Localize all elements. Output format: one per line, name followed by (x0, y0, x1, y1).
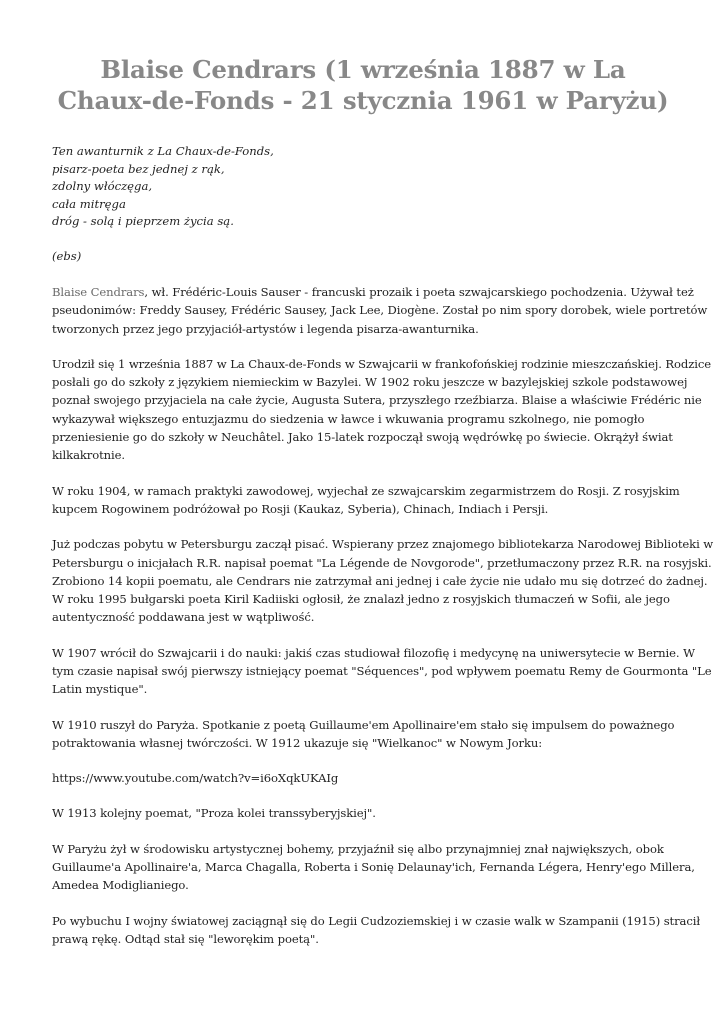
paragraph-line: Urodził się 1 września 1887 w La Chaux-de-Fonds w Szwajcarii w frankofońskiej rodzinie mieszczańskiej. Rodzice (52, 356, 711, 371)
intro-line-1-text: , wł. Frédéric-Louis Sauser - francuski prozaik i poeta szwajcarskiego pochodzenia. Używał też (144, 284, 694, 299)
paragraph-line: tworzonych przez jego przyjaciół-artystów i legenda pisarza-awanturnika. (52, 321, 479, 336)
title-line-1: Blaise Cendrars (1 września 1887 w La (100, 55, 626, 84)
page-title (52, 54, 674, 116)
paragraph-line: Zrobiono 14 kopii poematu, ale Cendrars nie zatrzymał ani jednej i całe życie nie udało mu się dotrzeć do żadnej. (52, 573, 708, 588)
paragraph-line: potraktowania własnej twórczości. W 1912 ukazuje się "Wielkanoc" w Nowym Jorku: (52, 735, 543, 750)
paragraph-line: Petersburgu o inicjałach R.R. napisał poemat "La Légende de Novgorode", przetłumaczony przez R.R. na rosyjski. (52, 555, 712, 570)
paragraph-1913 (52, 804, 674, 822)
epigraph-poem (52, 143, 674, 231)
author-name-link[interactable]: Blaise Cendrars (52, 284, 145, 299)
paragraph-line: Latin mystique". (52, 682, 148, 697)
poem-line: dróg - solą i pieprzem życia są. (52, 214, 234, 229)
paragraph-line: W 1910 ruszył do Paryża. Spotkanie z poetą Guillaume'em Apollinaire'em stało się impulsem do poważnego (52, 717, 675, 732)
paragraph-bern (52, 644, 712, 699)
paragraph-bohemia (52, 840, 695, 895)
paragraph-birth (52, 355, 711, 465)
paragraph-line: W roku 1904, w ramach praktyki zawodowej, wyjechał ze szwajcarskim zegarmistrzem do Rosji. Z rosyjskim (52, 483, 680, 498)
paragraph-petersburg (52, 535, 714, 626)
paragraph-war (52, 912, 701, 949)
paragraph-line: Guillaume'a Apollinaire'a, Marca Chagalla, Roberta i Sonię Delaunay'ich, Fernanda Légera, Henry'ego Millera, (52, 860, 695, 875)
paragraph-line: W roku 1995 bułgarski poeta Kiril Kadiiski ogłosił, że znalazł jedno z rosyjskich tłumaczeń w Sofii, ale jego (52, 592, 670, 607)
paragraph-line: tym czasie napisał swój pierwszy istniejący poemat "Séquences", pod wpływem poematu Remy de Gourmonta "Le (52, 664, 712, 678)
paragraph-youtube-url (52, 769, 674, 787)
paragraph-line: autentyczność poddawana jest w wątpliwość. (52, 610, 315, 625)
paragraph-paris (52, 716, 674, 753)
poem-line: cała mitręga (52, 196, 126, 211)
paragraph-line: przeniesienie go do szkoły w Neuchâtel. Jako 15-latek rozpoczął swoją wędrówkę po świecie. Okrążył świat (52, 430, 673, 445)
paragraph-line: Już podczas pobytu w Petersburgu zaczął pisać. Wspierany przez znajomego bibliotekarza Narodowej Biblioteki w (52, 537, 714, 552)
paragraph-line: Po wybuchu I wojny światowej zaciągnął się do Legii Cudzoziemskiej i w czasie walk w Szampanii (1915) stracił (52, 913, 701, 928)
poem-line: zdolny włóczęga, (52, 179, 153, 194)
title-line-2: Chaux-de-Fonds - 21 stycznia 1961 w Paryżu) (57, 86, 669, 115)
document-page (52, 54, 714, 948)
paragraph-line: poznał swojego przyjaciela na całe życie, Augusta Sutera, przyszłego rzeźbiarza. Blaise a właściwie Frédéric nie (52, 393, 702, 408)
youtube-url-text: https://www.youtube.com/watch?v=i6oXqkUKAIg (52, 771, 339, 786)
paragraph-line: Amedea Modiglianiego. (52, 878, 189, 893)
paragraph-line: W 1913 kolejny poemat, "Proza kolei transsyberyjskiej". (52, 806, 376, 821)
paragraph-line: pseudonimów: Freddy Sausey, Frédéric Sausey, Jack Lee, Diogène. Został po nim spory dorobek, wiele portretów (52, 303, 708, 318)
poem-line: pisarz-poeta bez jednej z rąk, (52, 161, 225, 176)
paragraph-russia (52, 482, 680, 519)
paragraph-line: W Paryżu żył w środowisku artystycznej bohemy, przyjaźnił się albo przynajmniej znał największych, obok (52, 841, 664, 856)
poem-signature: (ebs) (52, 249, 82, 264)
paragraph-line: prawą rękę. Odtąd stał się "leworękim poetą". (52, 931, 319, 946)
paragraph-line: W 1907 wrócił do Szwajcarii i do nauki: jakiś czas studiował filozofię i medycynę na uniwersytecie w Bernie. W (52, 645, 695, 660)
paragraph-line: wykazywał większego entuzjazmu do siedzenia w ławce i wkuwania programu szkolnego, nie pomogło (52, 411, 645, 426)
intro-paragraph (52, 283, 708, 338)
paragraph-line: kupcem Rogowinem podróżował po Rosji (Kaukaz, Syberia), Chinach, Indiach i Persji. (52, 501, 549, 516)
paragraph-line: posłali go do szkoły z językiem niemieckim w Bazylei. W 1902 roku jeszcze w bazylejskiej szkole podstawowej (52, 375, 688, 390)
paragraph-line: kilkakrotnie. (52, 448, 126, 463)
paragraph-line (52, 283, 694, 301)
poem-line: Ten awanturnik z La Chaux-de-Fonds, (52, 144, 274, 158)
